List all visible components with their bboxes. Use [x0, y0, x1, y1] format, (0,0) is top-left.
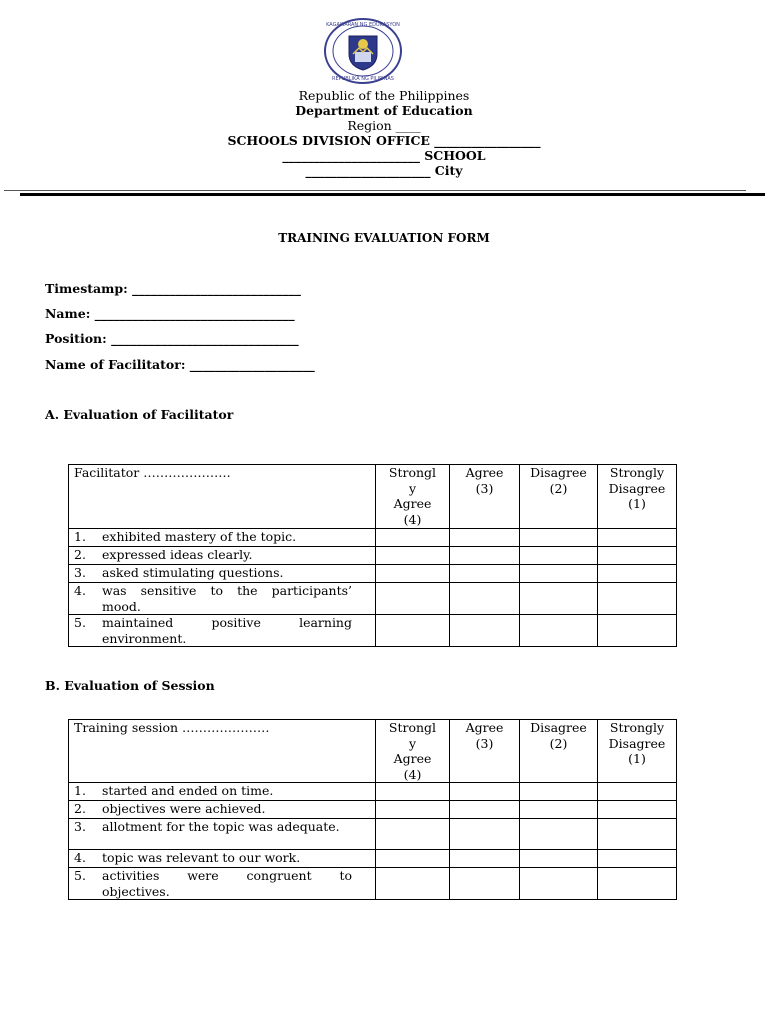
section-a-heading: A. Evaluation of Facilitator — [45, 407, 234, 422]
item-number: 4. — [74, 583, 86, 598]
rating-cell-4[interactable] — [376, 615, 450, 647]
table-row — [69, 547, 677, 565]
item-text: topic was relevant to our work. — [102, 850, 301, 865]
rating-cell-2[interactable] — [520, 819, 598, 850]
header-department: Department of Education — [295, 103, 473, 118]
table-row — [69, 850, 677, 868]
rating-cell-2[interactable] — [520, 565, 598, 583]
rating-cell-4[interactable] — [376, 868, 450, 900]
header-school: ______________________ SCHOOL — [282, 148, 486, 163]
rating-cell-4[interactable] — [376, 801, 450, 819]
rating-cell-2[interactable] — [520, 615, 598, 647]
session-evaluation-table — [68, 719, 677, 900]
table-header-row — [69, 465, 677, 529]
rating-cell-4[interactable] — [376, 819, 450, 850]
rating-cell-3[interactable] — [450, 819, 520, 850]
header-division-office: SCHOOLS DIVISION OFFICE _________________ — [227, 133, 541, 148]
rating-cell-4[interactable] — [376, 547, 450, 565]
item-number: 2. — [74, 547, 86, 562]
item-number: 3. — [74, 819, 86, 834]
rating-cell-2[interactable] — [520, 850, 598, 868]
item-text: exhibited mastery of the topic. — [102, 529, 297, 544]
table-header-label: Training session ………………… — [69, 720, 376, 783]
item-number: 3. — [74, 565, 86, 580]
column-strongly-agree: Strongl y Agree (4) — [376, 720, 450, 783]
column-disagree: Disagree (2) — [520, 465, 598, 529]
rating-cell-1[interactable] — [598, 529, 677, 547]
rating-cell-4[interactable] — [376, 583, 450, 615]
header-city: ____________________ City — [305, 163, 463, 178]
rating-cell-3[interactable] — [450, 529, 520, 547]
item-text: allotment for the topic was adequate. — [102, 819, 340, 834]
item-text: objectives were achieved. — [102, 801, 266, 816]
rating-cell-4[interactable] — [376, 529, 450, 547]
rating-cell-4[interactable] — [376, 565, 450, 583]
rating-cell-3[interactable] — [450, 783, 520, 801]
rating-cell-1[interactable] — [598, 565, 677, 583]
table-row — [69, 819, 677, 850]
rating-cell-1[interactable] — [598, 783, 677, 801]
rating-cell-2[interactable] — [520, 868, 598, 900]
rating-cell-2[interactable] — [520, 547, 598, 565]
item-text: started and ended on time. — [102, 783, 274, 798]
item-number: 4. — [74, 850, 86, 865]
rating-cell-3[interactable] — [450, 583, 520, 615]
item-number: 5. — [74, 868, 86, 883]
rating-cell-1[interactable] — [598, 615, 677, 647]
header-divider-thick — [20, 193, 765, 196]
rating-cell-3[interactable] — [450, 547, 520, 565]
column-agree: Agree (3) — [450, 720, 520, 783]
column-strongly-disagree: Strongly Disagree (1) — [598, 720, 677, 783]
timestamp-field[interactable]: Timestamp: ___________________________ — [45, 281, 301, 296]
item-text: expressed ideas clearly. — [102, 547, 253, 562]
rating-cell-2[interactable] — [520, 801, 598, 819]
table-row — [69, 783, 677, 801]
item-number: 2. — [74, 801, 86, 816]
rating-cell-1[interactable] — [598, 583, 677, 615]
table-row — [69, 529, 677, 547]
item-text: activities were congruent to objectives. — [102, 868, 352, 899]
header-republic: Republic of the Philippines — [298, 88, 470, 103]
table-header-label: Facilitator ………………… — [69, 465, 376, 529]
deped-seal-logo — [323, 18, 403, 84]
rating-cell-3[interactable] — [450, 615, 520, 647]
name-field[interactable]: Name: ________________________________ — [45, 306, 295, 321]
header-region: Region ____ — [347, 118, 421, 133]
item-number: 1. — [74, 529, 86, 544]
rating-cell-1[interactable] — [598, 819, 677, 850]
header-divider-thin — [4, 190, 746, 191]
facilitator-evaluation-table — [68, 464, 677, 647]
section-b-heading: B. Evaluation of Session — [45, 678, 215, 693]
table-row — [69, 868, 677, 900]
table-row — [69, 801, 677, 819]
rating-cell-4[interactable] — [376, 783, 450, 801]
rating-cell-4[interactable] — [376, 850, 450, 868]
rating-cell-1[interactable] — [598, 547, 677, 565]
column-agree: Agree (3) — [450, 465, 520, 529]
svg-text:KAGAWARAN NG EDUKASYON: KAGAWARAN NG EDUKASYON — [326, 22, 400, 28]
rating-cell-1[interactable] — [598, 850, 677, 868]
item-text: was sensitive to the participants’ mood. — [102, 583, 352, 614]
column-disagree: Disagree (2) — [520, 720, 598, 783]
table-row — [69, 565, 677, 583]
rating-cell-3[interactable] — [450, 565, 520, 583]
rating-cell-1[interactable] — [598, 801, 677, 819]
item-text: maintained positive learning environment. — [102, 615, 352, 646]
item-text: asked stimulating questions. — [102, 565, 284, 580]
column-strongly-agree: Strongl y Agree (4) — [376, 465, 450, 529]
item-number: 5. — [74, 615, 86, 630]
rating-cell-2[interactable] — [520, 583, 598, 615]
rating-cell-2[interactable] — [520, 529, 598, 547]
facilitator-name-field[interactable]: Name of Facilitator: ____________________ — [45, 357, 315, 372]
rating-cell-3[interactable] — [450, 850, 520, 868]
rating-cell-1[interactable] — [598, 868, 677, 900]
svg-text:REPUBLIKA NG PILIPINAS: REPUBLIKA NG PILIPINAS — [332, 76, 394, 82]
column-strongly-disagree: Strongly Disagree (1) — [598, 465, 677, 529]
table-row — [69, 583, 677, 615]
item-number: 1. — [74, 783, 86, 798]
table-row — [69, 615, 677, 647]
rating-cell-3[interactable] — [450, 801, 520, 819]
position-field[interactable]: Position: ______________________________ — [45, 331, 299, 346]
rating-cell-2[interactable] — [520, 783, 598, 801]
rating-cell-3[interactable] — [450, 868, 520, 900]
form-title: TRAINING EVALUATION FORM — [278, 231, 490, 245]
table-header-row — [69, 720, 677, 783]
